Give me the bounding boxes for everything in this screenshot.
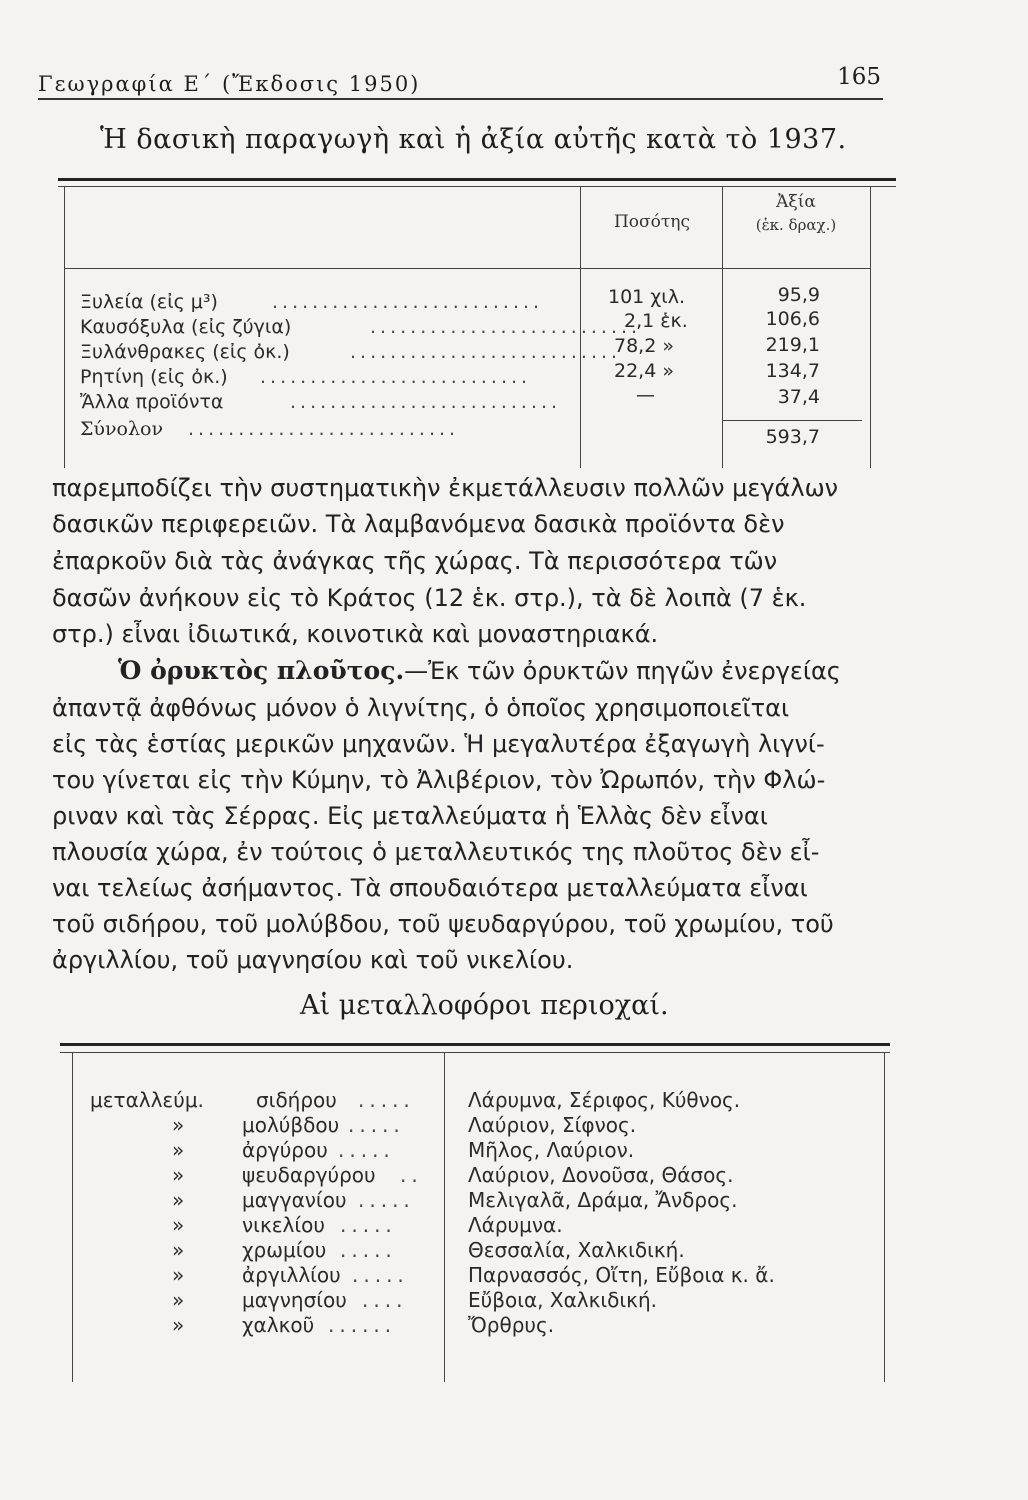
- text-line: δασῶν ἀνήκουν εἰς τὸ Κράτος (12 ἑκ. στρ.), τὰ δὲ λοιπὰ (7 ἑκ.: [52, 584, 807, 612]
- leader-dots: .....: [348, 1113, 405, 1137]
- metal-name: ἀργιλλίου: [242, 1263, 341, 1287]
- metal-name: μολύβδου: [242, 1113, 340, 1137]
- row-quantity: 101 χιλ.: [608, 286, 685, 308]
- row-label: Ξυλεία (εἰς μ³): [80, 291, 218, 313]
- text-line: δασικῶν περιφερειῶν. Τὰ λαμβανόμενα δασικὰ προϊόντα δὲν: [52, 510, 785, 538]
- leader-dots: .....: [352, 1263, 409, 1287]
- places: Λάρυμνα, Σέριφος, Κύθνος.: [468, 1088, 741, 1112]
- row-prefix: »: [172, 1313, 185, 1337]
- row-prefix: μεταλλεύμ.: [90, 1088, 204, 1112]
- table-left-border: [64, 186, 65, 468]
- metal-name: ψευδαργύρου: [242, 1163, 376, 1187]
- metal-name: σιδήρου: [256, 1088, 337, 1112]
- leader-dots: .....: [338, 1138, 395, 1162]
- row-quantity: 78,2 »: [614, 335, 674, 357]
- mining-row: [90, 1213, 890, 1241]
- row-prefix: »: [172, 1263, 185, 1287]
- metal-name: χρωμίου: [242, 1238, 327, 1262]
- leader-dots: ...........................: [188, 418, 460, 440]
- mining-row: [90, 1313, 890, 1341]
- row-prefix: »: [172, 1238, 185, 1262]
- row-value: 95,9: [777, 284, 820, 306]
- row-quantity: 22,4 »: [614, 360, 674, 382]
- mining-row: [90, 1188, 890, 1216]
- total-rule: [722, 420, 862, 421]
- row-prefix: »: [172, 1213, 185, 1237]
- text-line: ἐπαρκοῦν διὰ τὰς ἀνάγκας τῆς χώρας. Τὰ περισσότερα τῶν: [52, 547, 778, 575]
- leader-dots: ...........................: [350, 341, 622, 363]
- table-rule-top-thin: [60, 1052, 890, 1053]
- table-rule-top-thin: [58, 186, 896, 187]
- leader-dots: ...........................: [272, 291, 544, 313]
- leader-dots: ...........................: [370, 316, 642, 338]
- text-line: του γίνεται εἰς τὴν Κύμην, τὸ Ἀλιβέριον, τὸν Ὠρωπόν, τὴν Φλώ-: [52, 766, 826, 794]
- running-head: [38, 64, 883, 100]
- metal-name: χαλκοῦ: [242, 1313, 315, 1337]
- row-value: 134,7: [765, 360, 820, 382]
- table-left-border: [72, 1052, 73, 1382]
- metal-name: νικελίου: [242, 1213, 325, 1237]
- text-line: ἀπαντᾷ ἀφθόνως μόνον ὁ λιγνίτης, ὁ ὁποῖος χρησιμοποιεῖται: [52, 694, 790, 722]
- table-row: [80, 366, 580, 390]
- row-prefix: »: [172, 1138, 185, 1162]
- text-line: ναι τελείως ἀσήμαντος. Τὰ σπουδαιότερα μεταλλεύματα εἶναι: [52, 874, 808, 902]
- places: Λάρυμνα.: [468, 1213, 563, 1237]
- mining-row: [90, 1113, 890, 1141]
- places: Λαύριον, Σίφνος.: [468, 1113, 637, 1137]
- table-total-row: [80, 418, 580, 442]
- row-value: 106,6: [765, 308, 820, 330]
- table-row: [80, 391, 580, 415]
- table-column-divider: [722, 186, 723, 468]
- row-value: 219,1: [765, 334, 820, 356]
- table-rule-top: [58, 178, 896, 181]
- places: Εὔβοια, Χαλκιδική.: [468, 1288, 657, 1312]
- metal-name: ἀργύρου: [242, 1138, 328, 1162]
- column-header-value: Ἀξία: [776, 192, 816, 212]
- mining-row: [90, 1238, 890, 1266]
- leader-dots: ....: [362, 1288, 408, 1312]
- table-right-border: [870, 186, 871, 468]
- mining-row: [90, 1088, 890, 1116]
- metal-name: μαγνησίου: [242, 1288, 347, 1312]
- page-number: 165: [837, 64, 881, 90]
- row-quantity: 2,1 ἑκ.: [624, 310, 688, 332]
- text-line: στρ.) εἶναι ἰδιωτικά, κοινοτικὰ καὶ μοναστηριακά.: [52, 620, 659, 648]
- leader-dots: .....: [340, 1238, 397, 1262]
- places: Μελιγαλᾶ, Δράμα, Ἄνδρος.: [468, 1188, 738, 1212]
- text-line: ριναν καὶ τὰς Σέρρας. Εἰς μεταλλεύματα ἡ Ἑλλὰς δὲν εἶναι: [52, 802, 768, 830]
- metal-name: μαγγανίου: [242, 1188, 347, 1212]
- row-prefix: »: [172, 1113, 185, 1137]
- row-value: 37,4: [777, 386, 820, 408]
- running-title: Γεωγραφία Ε΄ (Ἔκδοσις 1950): [38, 72, 421, 96]
- table-header-rule: [64, 268, 870, 269]
- row-prefix: »: [172, 1188, 185, 1212]
- mining-row: [90, 1263, 890, 1291]
- places: Παρνασσός, Οἴτη, Εὔβοια κ. ἄ.: [468, 1263, 775, 1287]
- mining-row: [90, 1288, 890, 1316]
- text-line: εἰς τὰς ἑστίας μερικῶν μηχανῶν. Ἡ μεγαλυτέρα ἐξαγωγὴ λιγνί-: [52, 730, 825, 758]
- places: Λαύριον, Δονοῦσα, Θάσος.: [468, 1163, 734, 1187]
- forest-section-title: Ἡ δασικὴ παραγωγὴ καὶ ἡ ἀξία αὐτῆς κατὰ τὸ 1937.: [100, 124, 847, 155]
- table-row: [80, 341, 622, 365]
- row-label: Ξυλάνθρακες (εἰς ὀκ.): [80, 341, 290, 363]
- table-row: [80, 316, 642, 340]
- total-value: 593,7: [765, 426, 820, 448]
- leader-dots: ......: [328, 1313, 397, 1337]
- row-label: Ρητίνη (εἰς ὀκ.): [80, 366, 228, 388]
- text-line: ἀργιλλίου, τοῦ μαγνησίου καὶ τοῦ νικελίου.: [52, 946, 574, 974]
- leader-dots: ...........................: [260, 366, 532, 388]
- leader-dots: ..: [400, 1163, 423, 1187]
- mining-row: [90, 1138, 890, 1166]
- row-label: Καυσόξυλα (εἰς ζύγια): [80, 316, 292, 338]
- mining-row: [90, 1163, 890, 1191]
- column-header-value-unit: (ἑκ. δραχ.): [755, 216, 837, 234]
- text-line: [118, 656, 900, 685]
- row-quantity: —: [636, 384, 655, 406]
- text-line: παρεμποδίζει τὴν συστηματικὴν ἐκμετάλλευσιν πολλῶν μεγάλων: [52, 474, 839, 502]
- leader-dots: ...........................: [290, 391, 562, 413]
- total-label: Σύνολον: [80, 418, 164, 440]
- text-line: τοῦ σιδήρου, τοῦ μολύβδου, τοῦ ψευδαργύρου, τοῦ χρωμίου, τοῦ: [52, 910, 834, 938]
- row-prefix: »: [172, 1163, 185, 1187]
- row-prefix: »: [172, 1288, 185, 1312]
- text-line: πλουσία χώρα, ἐν τούτοις ὁ μεταλλευτικός της πλοῦτος δὲν εἶ-: [52, 838, 820, 866]
- mineral-intro: —Ἐκ τῶν ὀρυκτῶν πηγῶν ἐνεργείας: [404, 657, 841, 685]
- places: Ὄρθρυς.: [468, 1313, 555, 1337]
- mining-section-title: Αἱ μεταλλοφόροι περιοχαί.: [300, 990, 669, 1021]
- places: Θεσσαλία, Χαλκιδική.: [468, 1238, 685, 1262]
- column-header-quantity: Ποσότης: [613, 212, 690, 232]
- leader-dots: .....: [340, 1213, 397, 1237]
- table-rule-top: [60, 1043, 890, 1046]
- places: Μῆλος, Λαύριον.: [468, 1138, 635, 1162]
- table-row: [80, 291, 580, 315]
- leader-dots: .....: [358, 1188, 415, 1212]
- row-label: Ἄλλα προϊόντα: [80, 391, 224, 413]
- mineral-heading: Ὁ ὀρυκτὸς πλοῦτος.: [118, 656, 405, 685]
- leader-dots: .....: [358, 1088, 415, 1112]
